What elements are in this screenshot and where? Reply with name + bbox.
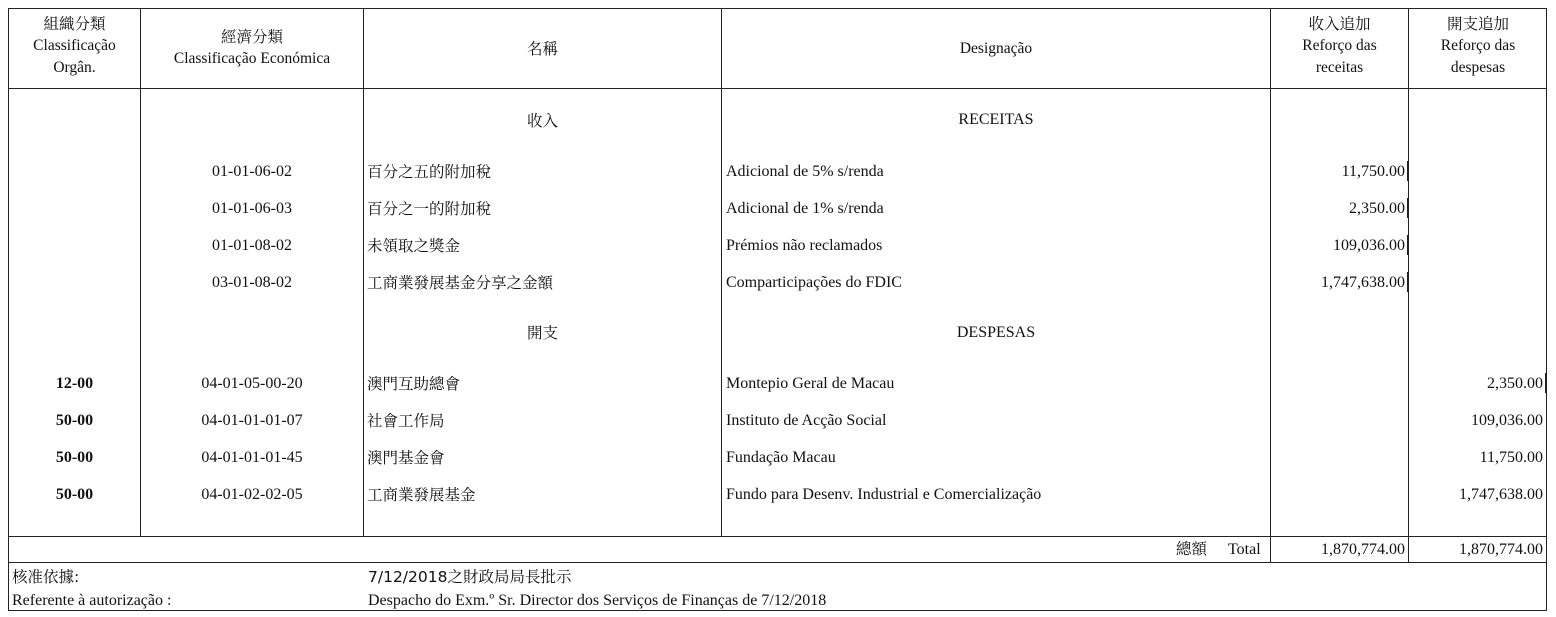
header-divider: [8, 88, 1547, 89]
exp-row-4-org: 50-00: [55, 486, 94, 503]
header-exp: [1409, 13, 1547, 79]
col-divider-rev: [1408, 8, 1409, 562]
header-econ-zh: 經濟分類: [220, 28, 283, 46]
total-rev: 1,870,774.00: [1321, 541, 1405, 558]
exp-row-2-amount: 109,036.00: [1471, 412, 1543, 429]
exp-row-2-name-zh: 社會工作局: [367, 412, 445, 430]
total-bottom-divider: [8, 562, 1547, 563]
header-econ-pt: Classificação Económica: [173, 50, 331, 67]
rev-row-1-econ: 01-01-06-02: [212, 163, 292, 180]
rev-row-3-econ: 01-01-08-02: [212, 237, 292, 254]
exp-row-1-econ: 04-01-05-00-20: [201, 375, 303, 392]
footer-value-zh: 7/12/2018之財政局局長批示: [368, 568, 572, 586]
rev-row-1-amount: 11,750.00: [1341, 163, 1405, 180]
rev-row-2-econ: 01-01-06-03: [212, 200, 292, 217]
footer-value-pt: Despacho do Exm.º Sr. Director dos Serviços de Finanças de 7/12/2018: [368, 592, 827, 609]
exp-row-1-tick: [1545, 373, 1546, 393]
exp-row-4-amount: 1,747,638.00: [1459, 486, 1543, 503]
header-rev: [1271, 13, 1408, 79]
rev-row-4-name-zh: 工商業發展基金分享之金額: [367, 274, 554, 292]
budget-table-frame: [8, 8, 1547, 611]
exp-row-2-org: 50-00: [55, 412, 94, 429]
rev-row-4-econ: 03-01-08-02: [212, 274, 292, 291]
rev-row-4-designation: Comparticipações do FDIC: [726, 274, 902, 291]
rev-row-1-name-zh: 百分之五的附加稅: [367, 163, 492, 181]
rev-row-4-tick: [1407, 272, 1408, 292]
rev-row-3-amount: 109,036.00: [1333, 237, 1405, 254]
exp-row-1-designation: Montepio Geral de Macau: [726, 375, 895, 392]
header-org-pt2: Orgân.: [53, 59, 96, 76]
footer-label-pt: Referente à autorização :: [12, 592, 172, 609]
exp-row-4-designation: Fundo para Desenv. Industrial e Comercialização: [726, 486, 1042, 503]
exp-row-2-econ: 04-01-01-01-07: [201, 412, 303, 429]
footer-label-zh: 核准依據:: [12, 568, 80, 586]
header-name-zh: 名稱: [526, 40, 558, 58]
total-label-zh: 總額: [1176, 540, 1208, 558]
rev-row-2-amount: 2,350.00: [1349, 200, 1405, 217]
exp-row-3-name-zh: 澳門基金會: [367, 449, 445, 467]
rev-row-2-designation: Adicional de 1% s/renda: [726, 200, 884, 217]
exp-row-3-designation: Fundação Macau: [726, 449, 836, 466]
rev-row-3-tick: [1407, 235, 1408, 255]
header-org: [9, 13, 140, 79]
exp-row-1-amount: 2,350.00: [1487, 375, 1543, 392]
section-despesas-zh: 開支: [526, 324, 558, 342]
rev-row-1-designation: Adicional de 5% s/renda: [726, 163, 884, 180]
header-rev-pt2: receitas: [1315, 59, 1364, 76]
header-rev-pt1: Reforço das: [1302, 37, 1377, 54]
rev-row-2-name-zh: 百分之一的附加稅: [367, 200, 492, 218]
exp-row-1-org: 12-00: [55, 375, 94, 392]
header-exp-pt1: Reforço das: [1440, 37, 1516, 54]
exp-row-2-designation: Instituto de Acção Social: [726, 412, 887, 429]
section-despesas-pt: DESPESAS: [956, 324, 1036, 341]
rev-row-3-name-zh: 未領取之獎金: [367, 237, 461, 255]
rev-row-1-tick: [1407, 161, 1408, 181]
total-exp: 1,870,774.00: [1459, 541, 1543, 558]
rev-row-2-tick: [1407, 198, 1408, 218]
exp-row-4-econ: 04-01-02-02-05: [201, 486, 303, 503]
section-receitas-pt: RECEITAS: [958, 111, 1034, 128]
header-designation: Designação: [959, 40, 1033, 57]
rev-row-4-amount: 1,747,638.00: [1321, 274, 1405, 291]
header-exp-pt2: despesas: [1450, 59, 1506, 76]
header-exp-zh: 開支追加: [1446, 15, 1509, 33]
exp-row-3-org: 50-00: [55, 449, 94, 466]
header-econ: [141, 26, 363, 70]
exp-row-3-amount: 11,750.00: [1479, 449, 1543, 466]
header-rev-zh: 收入追加: [1308, 15, 1371, 33]
rev-row-3-designation: Prémios não reclamados: [726, 237, 883, 254]
exp-row-3-econ: 04-01-01-01-45: [201, 449, 303, 466]
header-org-pt1: Classificação: [33, 37, 116, 54]
total-label-pt: Total: [1228, 541, 1261, 558]
header-org-zh: 組織分類: [43, 15, 106, 33]
section-receitas-zh: 收入: [526, 112, 558, 130]
total-top-divider: [8, 536, 1547, 537]
exp-row-1-name-zh: 澳門互助總會: [367, 375, 461, 393]
exp-row-4-name-zh: 工商業發展基金: [367, 486, 476, 504]
